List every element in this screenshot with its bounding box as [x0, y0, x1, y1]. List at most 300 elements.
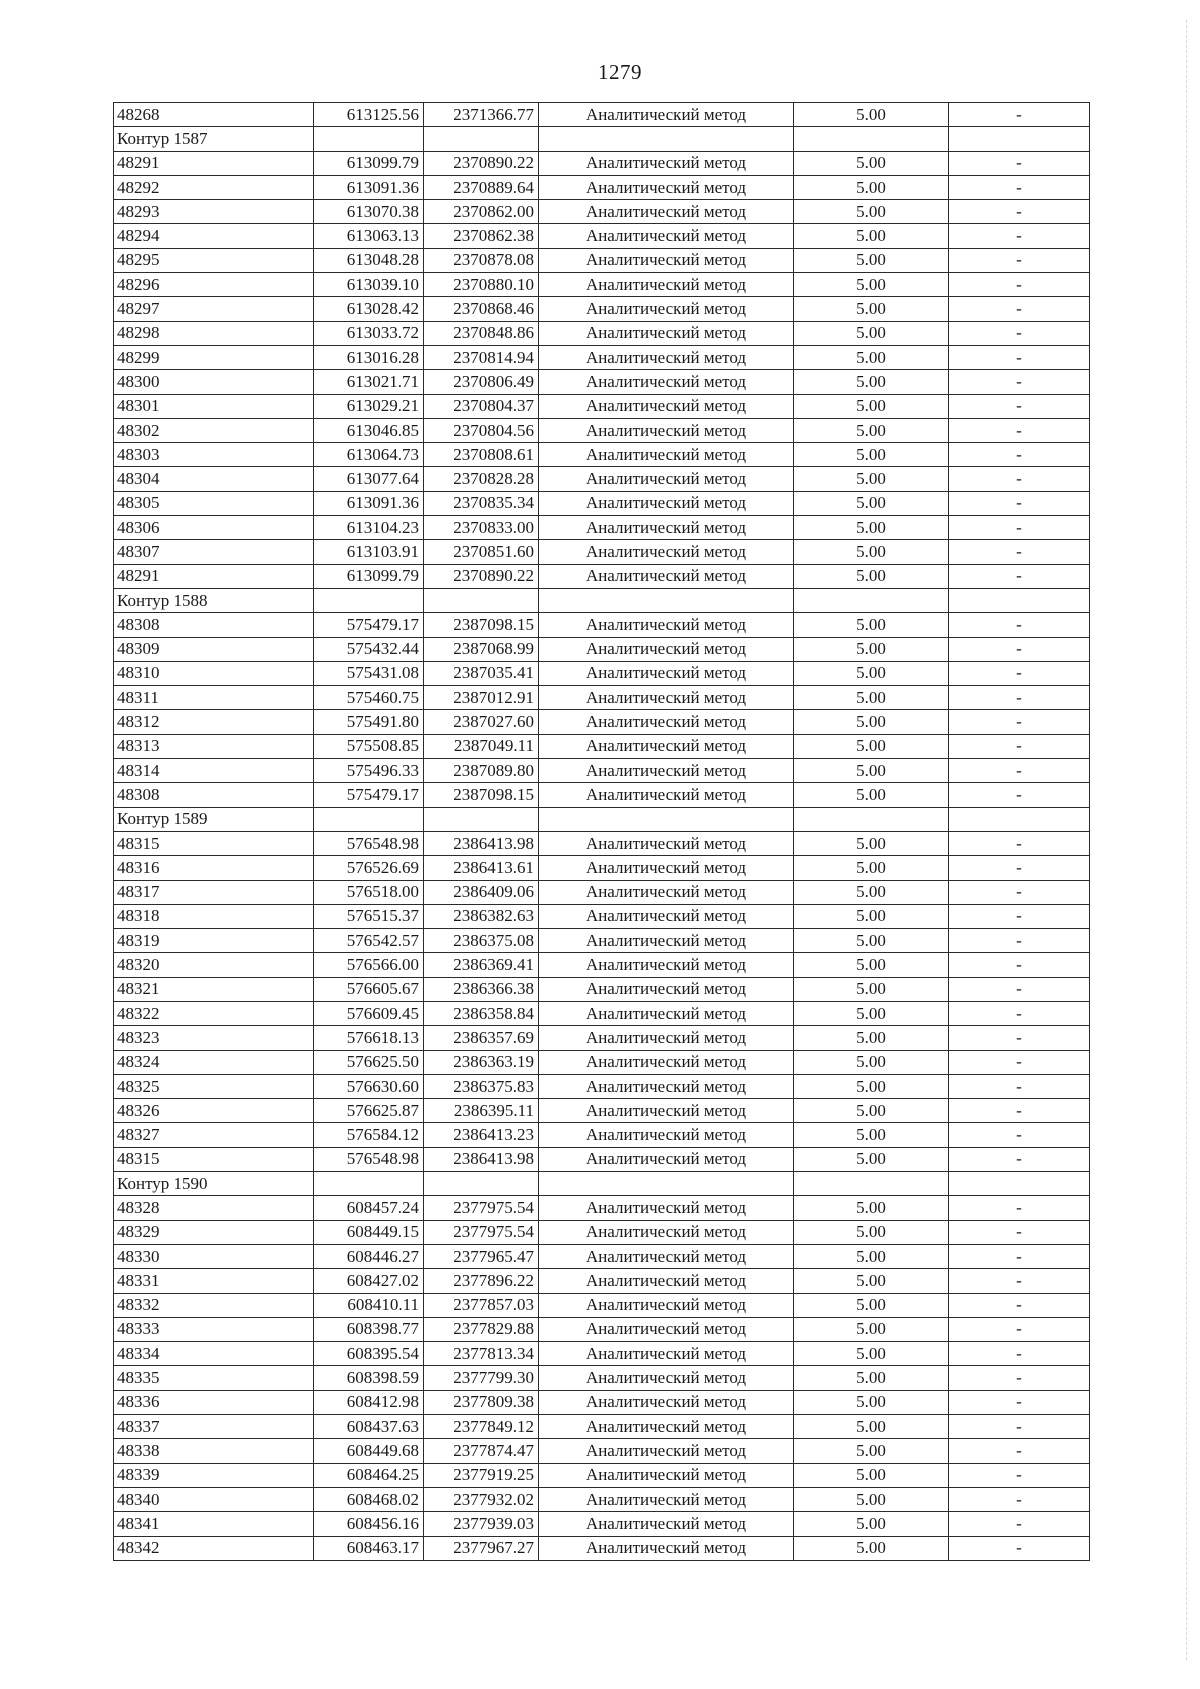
table-row	[114, 248, 1090, 272]
accuracy: 5.00	[794, 929, 949, 953]
x-coordinate: 613104.23	[314, 516, 424, 540]
accuracy: 5.00	[794, 175, 949, 199]
method: Аналитический метод	[539, 370, 794, 394]
y-coordinate: 2370862.00	[424, 200, 539, 224]
method: Аналитический метод	[539, 1536, 794, 1560]
accuracy: 5.00	[794, 1196, 949, 1220]
method: Аналитический метод	[539, 1050, 794, 1074]
point-id: 48311	[114, 686, 314, 710]
table-row	[114, 175, 1090, 199]
point-id: 48292	[114, 175, 314, 199]
contour-header-row	[114, 1172, 1090, 1196]
description-dash: -	[949, 1342, 1090, 1366]
method: Аналитический метод	[539, 661, 794, 685]
empty-cell	[794, 1172, 949, 1196]
method: Аналитический метод	[539, 831, 794, 855]
table-row	[114, 418, 1090, 442]
y-coordinate: 2371366.77	[424, 103, 539, 127]
accuracy: 5.00	[794, 1001, 949, 1025]
point-id: 48325	[114, 1074, 314, 1098]
description-dash: -	[949, 1123, 1090, 1147]
method: Аналитический метод	[539, 467, 794, 491]
accuracy: 5.00	[794, 1123, 949, 1147]
point-id: 48319	[114, 929, 314, 953]
y-coordinate: 2386363.19	[424, 1050, 539, 1074]
y-coordinate: 2370889.64	[424, 175, 539, 199]
description-dash: -	[949, 467, 1090, 491]
description-dash: -	[949, 1439, 1090, 1463]
method: Аналитический метод	[539, 1244, 794, 1268]
description-dash: -	[949, 759, 1090, 783]
method: Аналитический метод	[539, 1342, 794, 1366]
method: Аналитический метод	[539, 1463, 794, 1487]
method: Аналитический метод	[539, 1147, 794, 1171]
accuracy: 5.00	[794, 661, 949, 685]
y-coordinate: 2387098.15	[424, 783, 539, 807]
method: Аналитический метод	[539, 710, 794, 734]
empty-cell	[794, 588, 949, 612]
point-id: 48339	[114, 1463, 314, 1487]
point-id: 48296	[114, 273, 314, 297]
method: Аналитический метод	[539, 1123, 794, 1147]
table-row	[114, 467, 1090, 491]
x-coordinate: 608395.54	[314, 1342, 424, 1366]
contour-label: Контур 1590	[114, 1172, 314, 1196]
x-coordinate: 575508.85	[314, 734, 424, 758]
point-id: 48309	[114, 637, 314, 661]
description-dash: -	[949, 370, 1090, 394]
table-row	[114, 1366, 1090, 1390]
accuracy: 5.00	[794, 321, 949, 345]
y-coordinate: 2370814.94	[424, 345, 539, 369]
x-coordinate: 613048.28	[314, 248, 424, 272]
table-row	[114, 929, 1090, 953]
y-coordinate: 2377809.38	[424, 1390, 539, 1414]
table-row	[114, 1317, 1090, 1341]
x-coordinate: 576542.57	[314, 929, 424, 953]
x-coordinate: 613125.56	[314, 103, 424, 127]
y-coordinate: 2370808.61	[424, 443, 539, 467]
point-id: 48336	[114, 1390, 314, 1414]
accuracy: 5.00	[794, 103, 949, 127]
description-dash: -	[949, 734, 1090, 758]
y-coordinate: 2386413.61	[424, 856, 539, 880]
x-coordinate: 608412.98	[314, 1390, 424, 1414]
method: Аналитический метод	[539, 783, 794, 807]
table-row	[114, 1001, 1090, 1025]
y-coordinate: 2377939.03	[424, 1512, 539, 1536]
y-coordinate: 2370833.00	[424, 516, 539, 540]
accuracy: 5.00	[794, 880, 949, 904]
y-coordinate: 2377799.30	[424, 1366, 539, 1390]
description-dash: -	[949, 394, 1090, 418]
x-coordinate: 613063.13	[314, 224, 424, 248]
x-coordinate: 613103.91	[314, 540, 424, 564]
x-coordinate: 576584.12	[314, 1123, 424, 1147]
method: Аналитический метод	[539, 856, 794, 880]
accuracy: 5.00	[794, 1463, 949, 1487]
point-id: 48334	[114, 1342, 314, 1366]
empty-cell	[949, 807, 1090, 831]
accuracy: 5.00	[794, 686, 949, 710]
description-dash: -	[949, 1050, 1090, 1074]
x-coordinate: 613028.42	[314, 297, 424, 321]
description-dash: -	[949, 345, 1090, 369]
method: Аналитический метод	[539, 759, 794, 783]
method: Аналитический метод	[539, 1390, 794, 1414]
y-coordinate: 2370890.22	[424, 564, 539, 588]
table-row	[114, 1123, 1090, 1147]
x-coordinate: 576566.00	[314, 953, 424, 977]
point-id: 48318	[114, 904, 314, 928]
method: Аналитический метод	[539, 929, 794, 953]
contour-label: Контур 1587	[114, 127, 314, 151]
accuracy: 5.00	[794, 1050, 949, 1074]
empty-cell	[314, 588, 424, 612]
y-coordinate: 2377919.25	[424, 1463, 539, 1487]
description-dash: -	[949, 831, 1090, 855]
accuracy: 5.00	[794, 1415, 949, 1439]
table-row	[114, 880, 1090, 904]
accuracy: 5.00	[794, 1220, 949, 1244]
method: Аналитический метод	[539, 1366, 794, 1390]
empty-cell	[314, 1172, 424, 1196]
contour-header-row	[114, 588, 1090, 612]
table-row	[114, 394, 1090, 418]
accuracy: 5.00	[794, 1536, 949, 1560]
accuracy: 5.00	[794, 1074, 949, 1098]
point-id: 48308	[114, 613, 314, 637]
point-id: 48297	[114, 297, 314, 321]
x-coordinate: 575460.75	[314, 686, 424, 710]
accuracy: 5.00	[794, 564, 949, 588]
y-coordinate: 2377932.02	[424, 1487, 539, 1511]
description-dash: -	[949, 783, 1090, 807]
y-coordinate: 2387027.60	[424, 710, 539, 734]
table-row	[114, 1342, 1090, 1366]
table-row	[114, 904, 1090, 928]
point-id: 48299	[114, 345, 314, 369]
point-id: 48313	[114, 734, 314, 758]
accuracy: 5.00	[794, 831, 949, 855]
table-row	[114, 783, 1090, 807]
description-dash: -	[949, 1147, 1090, 1171]
table-row	[114, 1512, 1090, 1536]
table-row	[114, 710, 1090, 734]
table-row	[114, 1269, 1090, 1293]
accuracy: 5.00	[794, 1487, 949, 1511]
accuracy: 5.00	[794, 759, 949, 783]
table-row	[114, 103, 1090, 127]
y-coordinate: 2386395.11	[424, 1099, 539, 1123]
description-dash: -	[949, 1536, 1090, 1560]
table-row	[114, 661, 1090, 685]
y-coordinate: 2370828.28	[424, 467, 539, 491]
empty-cell	[949, 127, 1090, 151]
x-coordinate: 613070.38	[314, 200, 424, 224]
point-id: 48322	[114, 1001, 314, 1025]
x-coordinate: 608456.16	[314, 1512, 424, 1536]
method: Аналитический метод	[539, 734, 794, 758]
description-dash: -	[949, 200, 1090, 224]
y-coordinate: 2387012.91	[424, 686, 539, 710]
point-id: 48305	[114, 491, 314, 515]
point-id: 48315	[114, 1147, 314, 1171]
point-id: 48301	[114, 394, 314, 418]
accuracy: 5.00	[794, 1026, 949, 1050]
y-coordinate: 2370868.46	[424, 297, 539, 321]
point-id: 48337	[114, 1415, 314, 1439]
x-coordinate: 575491.80	[314, 710, 424, 734]
point-id: 48294	[114, 224, 314, 248]
description-dash: -	[949, 273, 1090, 297]
description-dash: -	[949, 613, 1090, 637]
accuracy: 5.00	[794, 856, 949, 880]
description-dash: -	[949, 540, 1090, 564]
method: Аналитический метод	[539, 418, 794, 442]
method: Аналитический метод	[539, 1220, 794, 1244]
method: Аналитический метод	[539, 1196, 794, 1220]
table-row	[114, 686, 1090, 710]
description-dash: -	[949, 1293, 1090, 1317]
table-row	[114, 1026, 1090, 1050]
empty-cell	[424, 807, 539, 831]
method: Аналитический метод	[539, 613, 794, 637]
x-coordinate: 575479.17	[314, 613, 424, 637]
point-id: 48330	[114, 1244, 314, 1268]
accuracy: 5.00	[794, 1269, 949, 1293]
coordinates-table-body	[114, 103, 1090, 1561]
x-coordinate: 576618.13	[314, 1026, 424, 1050]
x-coordinate: 608464.25	[314, 1463, 424, 1487]
y-coordinate: 2370890.22	[424, 151, 539, 175]
y-coordinate: 2377975.54	[424, 1196, 539, 1220]
x-coordinate: 613029.21	[314, 394, 424, 418]
description-dash: -	[949, 516, 1090, 540]
description-dash: -	[949, 880, 1090, 904]
point-id: 48341	[114, 1512, 314, 1536]
point-id: 48331	[114, 1269, 314, 1293]
point-id: 48303	[114, 443, 314, 467]
x-coordinate: 575432.44	[314, 637, 424, 661]
x-coordinate: 613091.36	[314, 491, 424, 515]
description-dash: -	[949, 1074, 1090, 1098]
table-row	[114, 516, 1090, 540]
y-coordinate: 2370835.34	[424, 491, 539, 515]
x-coordinate: 613099.79	[314, 151, 424, 175]
x-coordinate: 576548.98	[314, 831, 424, 855]
accuracy: 5.00	[794, 297, 949, 321]
accuracy: 5.00	[794, 1439, 949, 1463]
x-coordinate: 613033.72	[314, 321, 424, 345]
point-id: 48328	[114, 1196, 314, 1220]
point-id: 48320	[114, 953, 314, 977]
y-coordinate: 2377849.12	[424, 1415, 539, 1439]
empty-cell	[424, 127, 539, 151]
accuracy: 5.00	[794, 418, 949, 442]
point-id: 48315	[114, 831, 314, 855]
accuracy: 5.00	[794, 1147, 949, 1171]
method: Аналитический метод	[539, 686, 794, 710]
point-id: 48304	[114, 467, 314, 491]
description-dash: -	[949, 248, 1090, 272]
accuracy: 5.00	[794, 200, 949, 224]
method: Аналитический метод	[539, 224, 794, 248]
accuracy: 5.00	[794, 151, 949, 175]
accuracy: 5.00	[794, 1342, 949, 1366]
point-id: 48291	[114, 564, 314, 588]
x-coordinate: 613064.73	[314, 443, 424, 467]
table-row	[114, 1487, 1090, 1511]
description-dash: -	[949, 953, 1090, 977]
method: Аналитический метод	[539, 880, 794, 904]
empty-cell	[539, 1172, 794, 1196]
accuracy: 5.00	[794, 977, 949, 1001]
method: Аналитический метод	[539, 953, 794, 977]
point-id: 48340	[114, 1487, 314, 1511]
description-dash: -	[949, 443, 1090, 467]
table-row	[114, 977, 1090, 1001]
description-dash: -	[949, 977, 1090, 1001]
x-coordinate: 608410.11	[314, 1293, 424, 1317]
description-dash: -	[949, 321, 1090, 345]
description-dash: -	[949, 929, 1090, 953]
accuracy: 5.00	[794, 1317, 949, 1341]
point-id: 48312	[114, 710, 314, 734]
method: Аналитический метод	[539, 248, 794, 272]
method: Аналитический метод	[539, 273, 794, 297]
table-row	[114, 1099, 1090, 1123]
y-coordinate: 2377874.47	[424, 1439, 539, 1463]
method: Аналитический метод	[539, 1026, 794, 1050]
point-id: 48298	[114, 321, 314, 345]
table-row	[114, 1293, 1090, 1317]
point-id: 48307	[114, 540, 314, 564]
description-dash: -	[949, 297, 1090, 321]
x-coordinate: 608468.02	[314, 1487, 424, 1511]
y-coordinate: 2370851.60	[424, 540, 539, 564]
accuracy: 5.00	[794, 1099, 949, 1123]
table-row	[114, 443, 1090, 467]
table-row	[114, 1074, 1090, 1098]
y-coordinate: 2387098.15	[424, 613, 539, 637]
accuracy: 5.00	[794, 248, 949, 272]
x-coordinate: 608398.59	[314, 1366, 424, 1390]
table-row	[114, 856, 1090, 880]
y-coordinate: 2386375.83	[424, 1074, 539, 1098]
y-coordinate: 2370878.08	[424, 248, 539, 272]
description-dash: -	[949, 710, 1090, 734]
table-row	[114, 321, 1090, 345]
description-dash: -	[949, 103, 1090, 127]
description-dash: -	[949, 1026, 1090, 1050]
description-dash: -	[949, 1269, 1090, 1293]
empty-cell	[314, 807, 424, 831]
x-coordinate: 613046.85	[314, 418, 424, 442]
point-id: 48326	[114, 1099, 314, 1123]
point-id: 48310	[114, 661, 314, 685]
accuracy: 5.00	[794, 443, 949, 467]
method: Аналитический метод	[539, 1074, 794, 1098]
point-id: 48317	[114, 880, 314, 904]
description-dash: -	[949, 1512, 1090, 1536]
description-dash: -	[949, 418, 1090, 442]
accuracy: 5.00	[794, 1293, 949, 1317]
method: Аналитический метод	[539, 1001, 794, 1025]
x-coordinate: 576548.98	[314, 1147, 424, 1171]
y-coordinate: 2387049.11	[424, 734, 539, 758]
empty-cell	[424, 1172, 539, 1196]
point-id: 48268	[114, 103, 314, 127]
description-dash: -	[949, 1244, 1090, 1268]
description-dash: -	[949, 1099, 1090, 1123]
accuracy: 5.00	[794, 734, 949, 758]
method: Аналитический метод	[539, 297, 794, 321]
table-row	[114, 1244, 1090, 1268]
x-coordinate: 576526.69	[314, 856, 424, 880]
description-dash: -	[949, 904, 1090, 928]
y-coordinate: 2386366.38	[424, 977, 539, 1001]
description-dash: -	[949, 1196, 1090, 1220]
y-coordinate: 2386413.98	[424, 831, 539, 855]
description-dash: -	[949, 661, 1090, 685]
description-dash: -	[949, 856, 1090, 880]
method: Аналитический метод	[539, 1439, 794, 1463]
scan-edge-line	[1186, 20, 1188, 1660]
empty-cell	[539, 588, 794, 612]
method: Аналитический метод	[539, 491, 794, 515]
table-row	[114, 1147, 1090, 1171]
point-id: 48335	[114, 1366, 314, 1390]
table-row	[114, 1415, 1090, 1439]
x-coordinate: 575479.17	[314, 783, 424, 807]
accuracy: 5.00	[794, 783, 949, 807]
table-row	[114, 224, 1090, 248]
table-row	[114, 540, 1090, 564]
method: Аналитический метод	[539, 321, 794, 345]
accuracy: 5.00	[794, 613, 949, 637]
x-coordinate: 576625.50	[314, 1050, 424, 1074]
method: Аналитический метод	[539, 904, 794, 928]
accuracy: 5.00	[794, 467, 949, 491]
x-coordinate: 608398.77	[314, 1317, 424, 1341]
table-row	[114, 297, 1090, 321]
x-coordinate: 576605.67	[314, 977, 424, 1001]
accuracy: 5.00	[794, 370, 949, 394]
table-row	[114, 564, 1090, 588]
x-coordinate: 576630.60	[314, 1074, 424, 1098]
point-id: 48293	[114, 200, 314, 224]
table-row	[114, 491, 1090, 515]
y-coordinate: 2370806.49	[424, 370, 539, 394]
method: Аналитический метод	[539, 1487, 794, 1511]
method: Аналитический метод	[539, 151, 794, 175]
description-dash: -	[949, 175, 1090, 199]
y-coordinate: 2377857.03	[424, 1293, 539, 1317]
accuracy: 5.00	[794, 273, 949, 297]
x-coordinate: 576515.37	[314, 904, 424, 928]
description-dash: -	[949, 686, 1090, 710]
point-id: 48329	[114, 1220, 314, 1244]
y-coordinate: 2386413.23	[424, 1123, 539, 1147]
contour-label: Контур 1589	[114, 807, 314, 831]
method: Аналитический метод	[539, 1512, 794, 1536]
point-id: 48321	[114, 977, 314, 1001]
y-coordinate: 2370804.56	[424, 418, 539, 442]
method: Аналитический метод	[539, 1293, 794, 1317]
table-row	[114, 759, 1090, 783]
empty-cell	[539, 127, 794, 151]
